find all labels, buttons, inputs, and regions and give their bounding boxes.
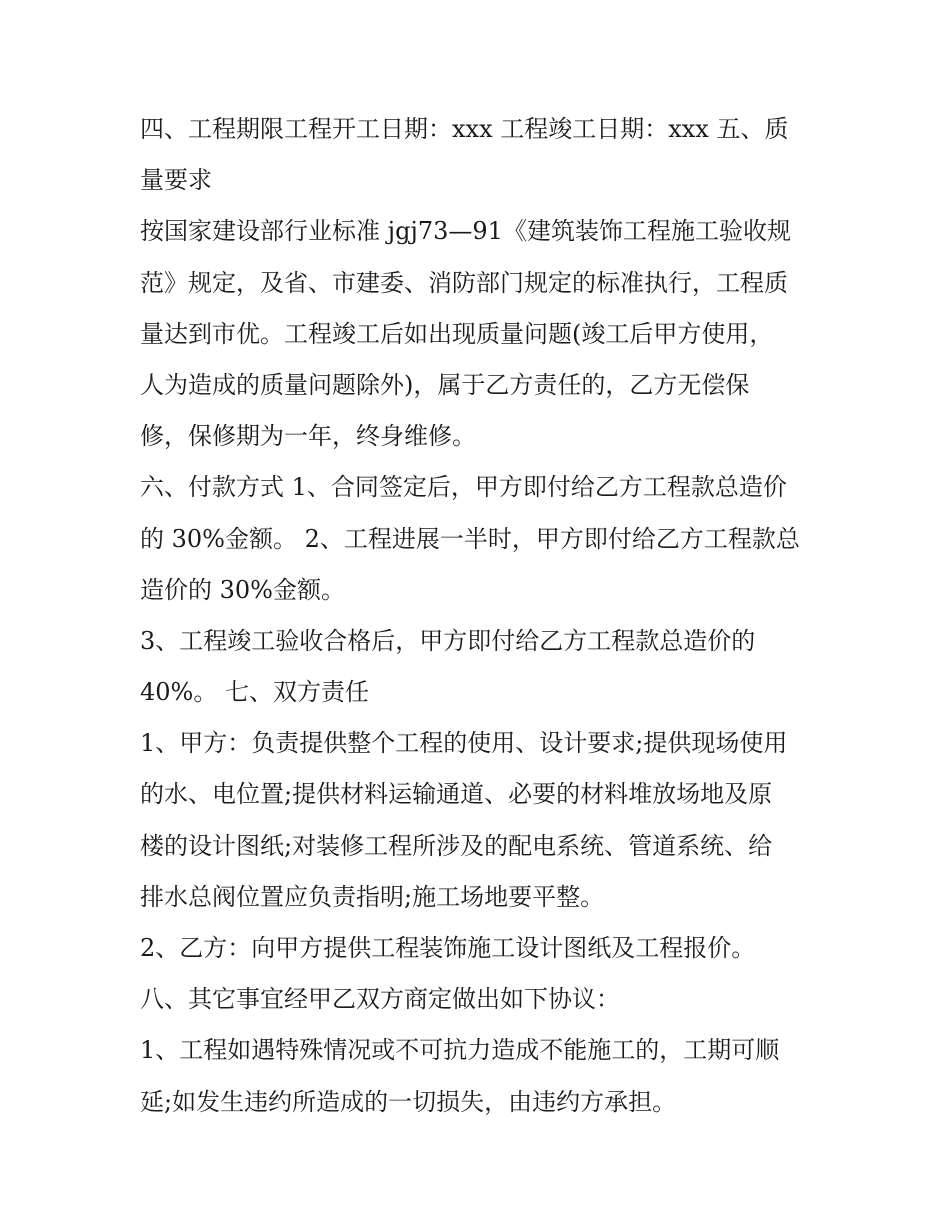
contract-body <box>140 104 820 1128</box>
text-line: 1、甲方：负责提供整个工程的使用、设计要求;提供现场使用 <box>140 729 788 758</box>
text-line: 延;如发生违约所造成的一切损失，由违约方承担。 <box>140 1087 677 1116</box>
text-line: 的 30%金额。 2、工程进展一半时，甲方即付给乙方工程款总 <box>140 524 800 553</box>
text-line: 3、工程竣工验收合格后，甲方即付给乙方工程款总造价的 <box>140 626 756 655</box>
text-line: 修，保修期为一年，终身维修。 <box>140 422 476 451</box>
text-line: 人为造成的质量问题除外)，属于乙方责任的，乙方无偿保 <box>140 370 750 399</box>
text-line: 造价的 30%金额。 <box>140 575 345 604</box>
text-line: 40%。 七、双方责任 <box>140 678 369 707</box>
text-line: 量达到市优。工程竣工后如出现质量问题(竣工后甲方使用， <box>140 319 774 348</box>
text-line: 量要求 <box>140 166 212 195</box>
text-line: 按国家建设部行业标准 jgj73—91《建筑装饰工程施工验收规 <box>140 217 791 246</box>
text-line: 四、工程期限工程开工日期：xxx 工程竣工日期：xxx 五、质 <box>140 115 789 143</box>
text-line: 范》规定，及省、市建委、消防部门规定的标准执行，工程质 <box>140 268 788 297</box>
text-line: 楼的设计图纸;对装修工程所涉及的配电系统、管道系统、给 <box>140 831 773 860</box>
text-line: 2、乙方：向甲方提供工程装饰施工设计图纸及工程报价。 <box>140 934 756 962</box>
text-line: 排水总阀位置应负责指明;施工场地要平整。 <box>140 882 605 911</box>
text-line: 六、付款方式 1、合同签定后，甲方即付给乙方工程款总造价 <box>140 473 787 502</box>
text-line: 的水、电位置;提供材料运输通道、必要的材料堆放场地及原 <box>140 780 773 809</box>
text-line: 1、工程如遇特殊情况或不可抗力造成不能施工的，工期可顺 <box>140 1036 780 1065</box>
text-line: 八、其它事宜经甲乙双方商定做出如下协议： <box>140 985 620 1014</box>
